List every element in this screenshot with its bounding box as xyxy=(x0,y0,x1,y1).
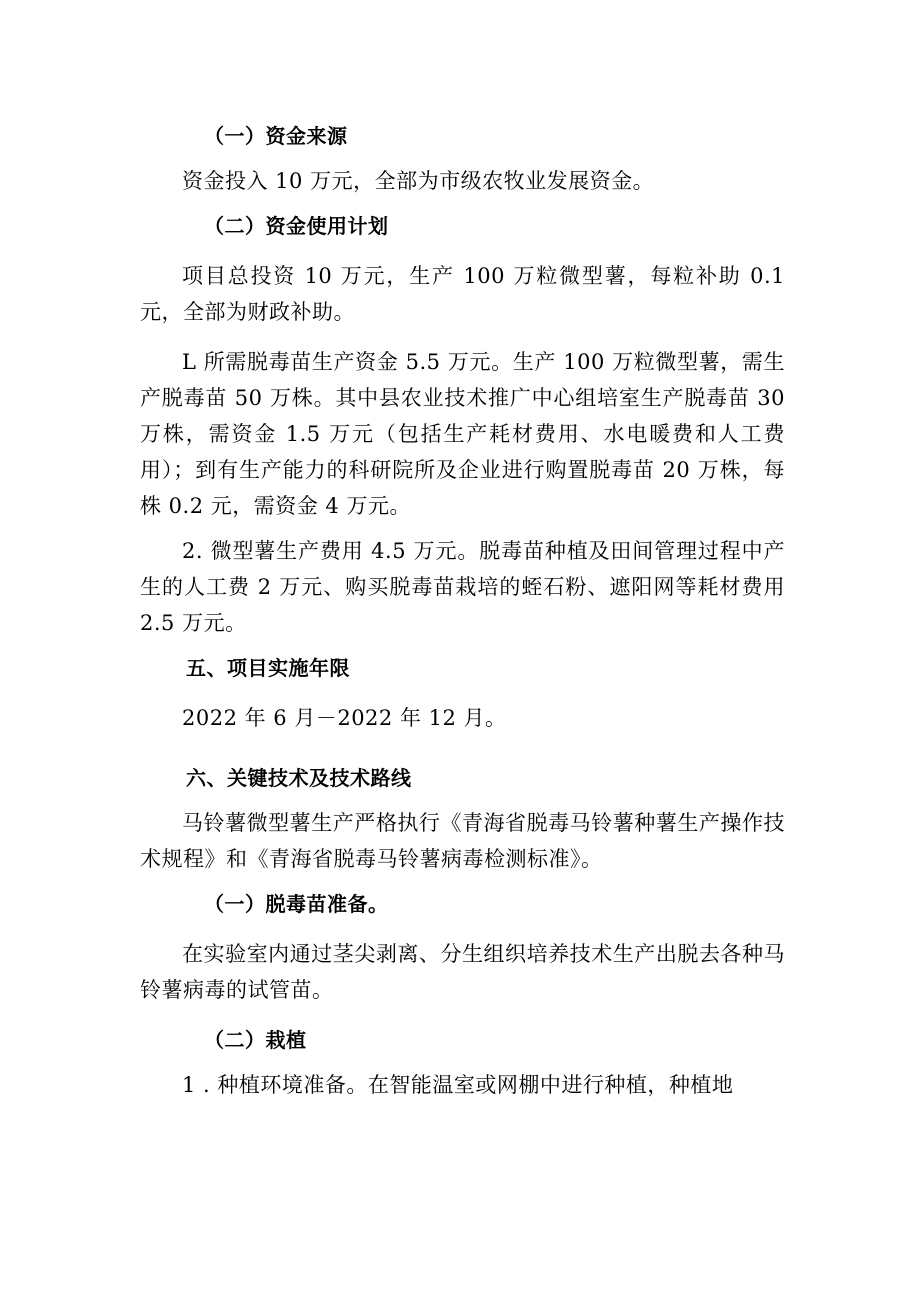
paragraph-seedling-preparation: 在实验室内通过茎尖剥离、分生组织培养技术生产出脱去各种马铃薯病毒的试管苗。 xyxy=(140,942,785,1002)
heading-key-technology: 六、关键技术及技术路线 xyxy=(186,766,412,790)
heading-implementation-period: 五、项目实施年限 xyxy=(186,656,350,680)
heading-seedling-preparation: （一）脱毒苗准备。 xyxy=(204,892,389,916)
paragraph-minituber-costs: 2. 微型薯生产费用 4.5 万元。脱毒苗种植及田间管理过程中产生的人工费 2 万元、购买脱毒苗栽培的蛭石粉、遮阳网等耗材费用 2.5 万元。 xyxy=(140,539,785,635)
paragraph-total-investment: 项目总投资 10 万元，生产 100 万粒微型薯，每粒补助 0.1 元，全部为财政补助。 xyxy=(140,264,785,324)
document-page xyxy=(140,118,785,1103)
heading-funding-source: （一）资金来源 xyxy=(204,124,348,148)
paragraph-implementation-period: 2022 年 6 月－2022 年 12 月。 xyxy=(182,706,507,730)
heading-planting: （二）栽植 xyxy=(204,1028,307,1052)
paragraph-funding-source: 资金投入 10 万元，全部为市级农牧业发展资金。 xyxy=(182,169,655,193)
heading-funding-plan: （二）资金使用计划 xyxy=(204,214,389,238)
paragraph-seedling-funds: L 所需脱毒苗生产资金 5.5 万元。生产 100 万粒微型薯，需生产脱毒苗 50 万株。其中县农业技术推广中心组培室生产脱毒苗 30 万株，需资金 1.5 万元（包括生产耗材费用、水电暖费和人工费用）；到有生产能力的科研院所及企业进行购置脱毒苗 20 万株，每株 0.2 元，需资金 4 万元。 xyxy=(140,350,785,518)
paragraph-planting-environment: 1 . 种植环境准备。在智能温室或网棚中进行种植，种植地 xyxy=(182,1073,734,1097)
paragraph-technical-standards: 马铃薯微型薯生产严格执行《青海省脱毒马铃薯种薯生产操作技术规程》和《青海省脱毒马铃薯病毒检测标准》。 xyxy=(140,811,785,871)
